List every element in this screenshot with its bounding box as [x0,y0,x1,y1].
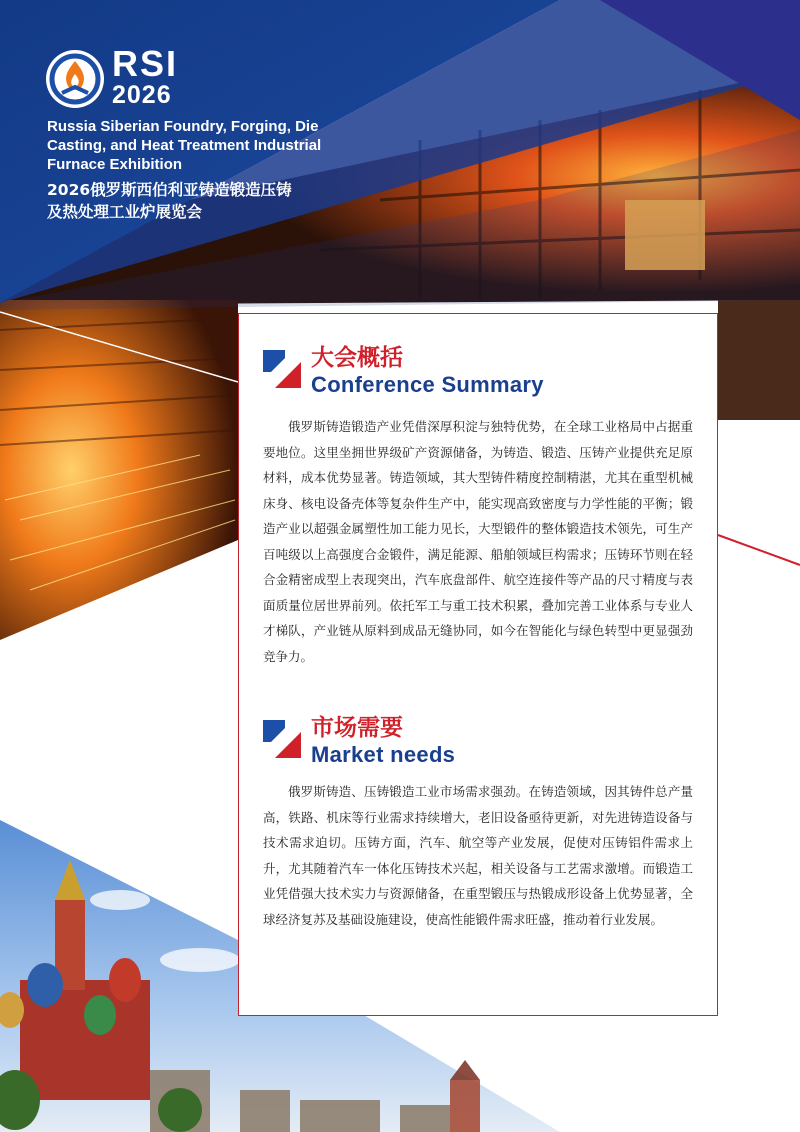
market-body: 俄罗斯铸造、压铸锻造工业市场需求强劲。在铸造领域，因其铸件总产量高，铁路、机床等行业需求持续增大，老旧设备亟待更新，对先进铸造设备与技术需求迫切。压铸方面，汽车、航空等产业发展，促使对压铸铝件需求上升，尤其随着汽车一体化压铸技术兴起，相关设备与工艺需求激增。而锻造工业凭借强大技术实力与资源储备，在重型锻压与热锻成形设备上优势显著，全球经济复苏及基础设施建设，使高性能锻件需求旺盛，推动着行业发展。 [263,784,693,927]
conference-body: 俄罗斯铸造锻造产业凭借深厚积淀与独特优势，在全球工业格局中占据重要地位。这里坐拥世界级矿产资源储备，为铸造、锻造、压铸产业提供充足原材料，成本优势显著。铸造领域，其大型铸件精度控制精湛，尤其在重型机械床身、核电设备壳体等复杂件生产中，能实现高致密度与力学性能的平衡；锻造产业以超强金属塑性加工能力见长，大型锻件的整体锻造技术领先，可生产百吨级以上高强度合金锻件，满足能源、船舶领域巨构需求；压铸环节则在轻合金精密成型上表现突出，汽车底盘部件、航空连接件等产品的尺寸精度与表面质量位居世界前列。依托军工与重工技术积累，叠加完善工业体系与专业人才梯队，产业链从原料到成品无缝协同，如今在智能化与绿色转型中更显强劲竞争力。 [263,419,693,664]
market-title-cn: 市场需要 [311,715,403,741]
red-accent-line [718,535,800,565]
brand-name: RSI [112,43,179,84]
section-square-icon [263,350,303,390]
title-cn-line1: 2026俄罗斯西伯利亚铸造锻造压铸 [47,181,292,199]
market-title-en: Market needs [311,742,456,767]
content-card [238,313,718,1016]
conference-title-en: Conference Summary [311,372,544,397]
exhibition-title-en: Russia Siberian Foundry, Forging, Die Casting, and Heat Treatment Industrial Furnace Exhibition [47,118,322,173]
section-square-icon [263,720,303,760]
rsi-logo-icon [44,48,106,110]
exhibition-title-cn [47,179,357,223]
event-year: 2026 [112,81,172,109]
title-cn-line2: 及热处理工业炉展览会 [47,203,203,221]
conference-title-cn: 大会概括 [311,345,403,371]
